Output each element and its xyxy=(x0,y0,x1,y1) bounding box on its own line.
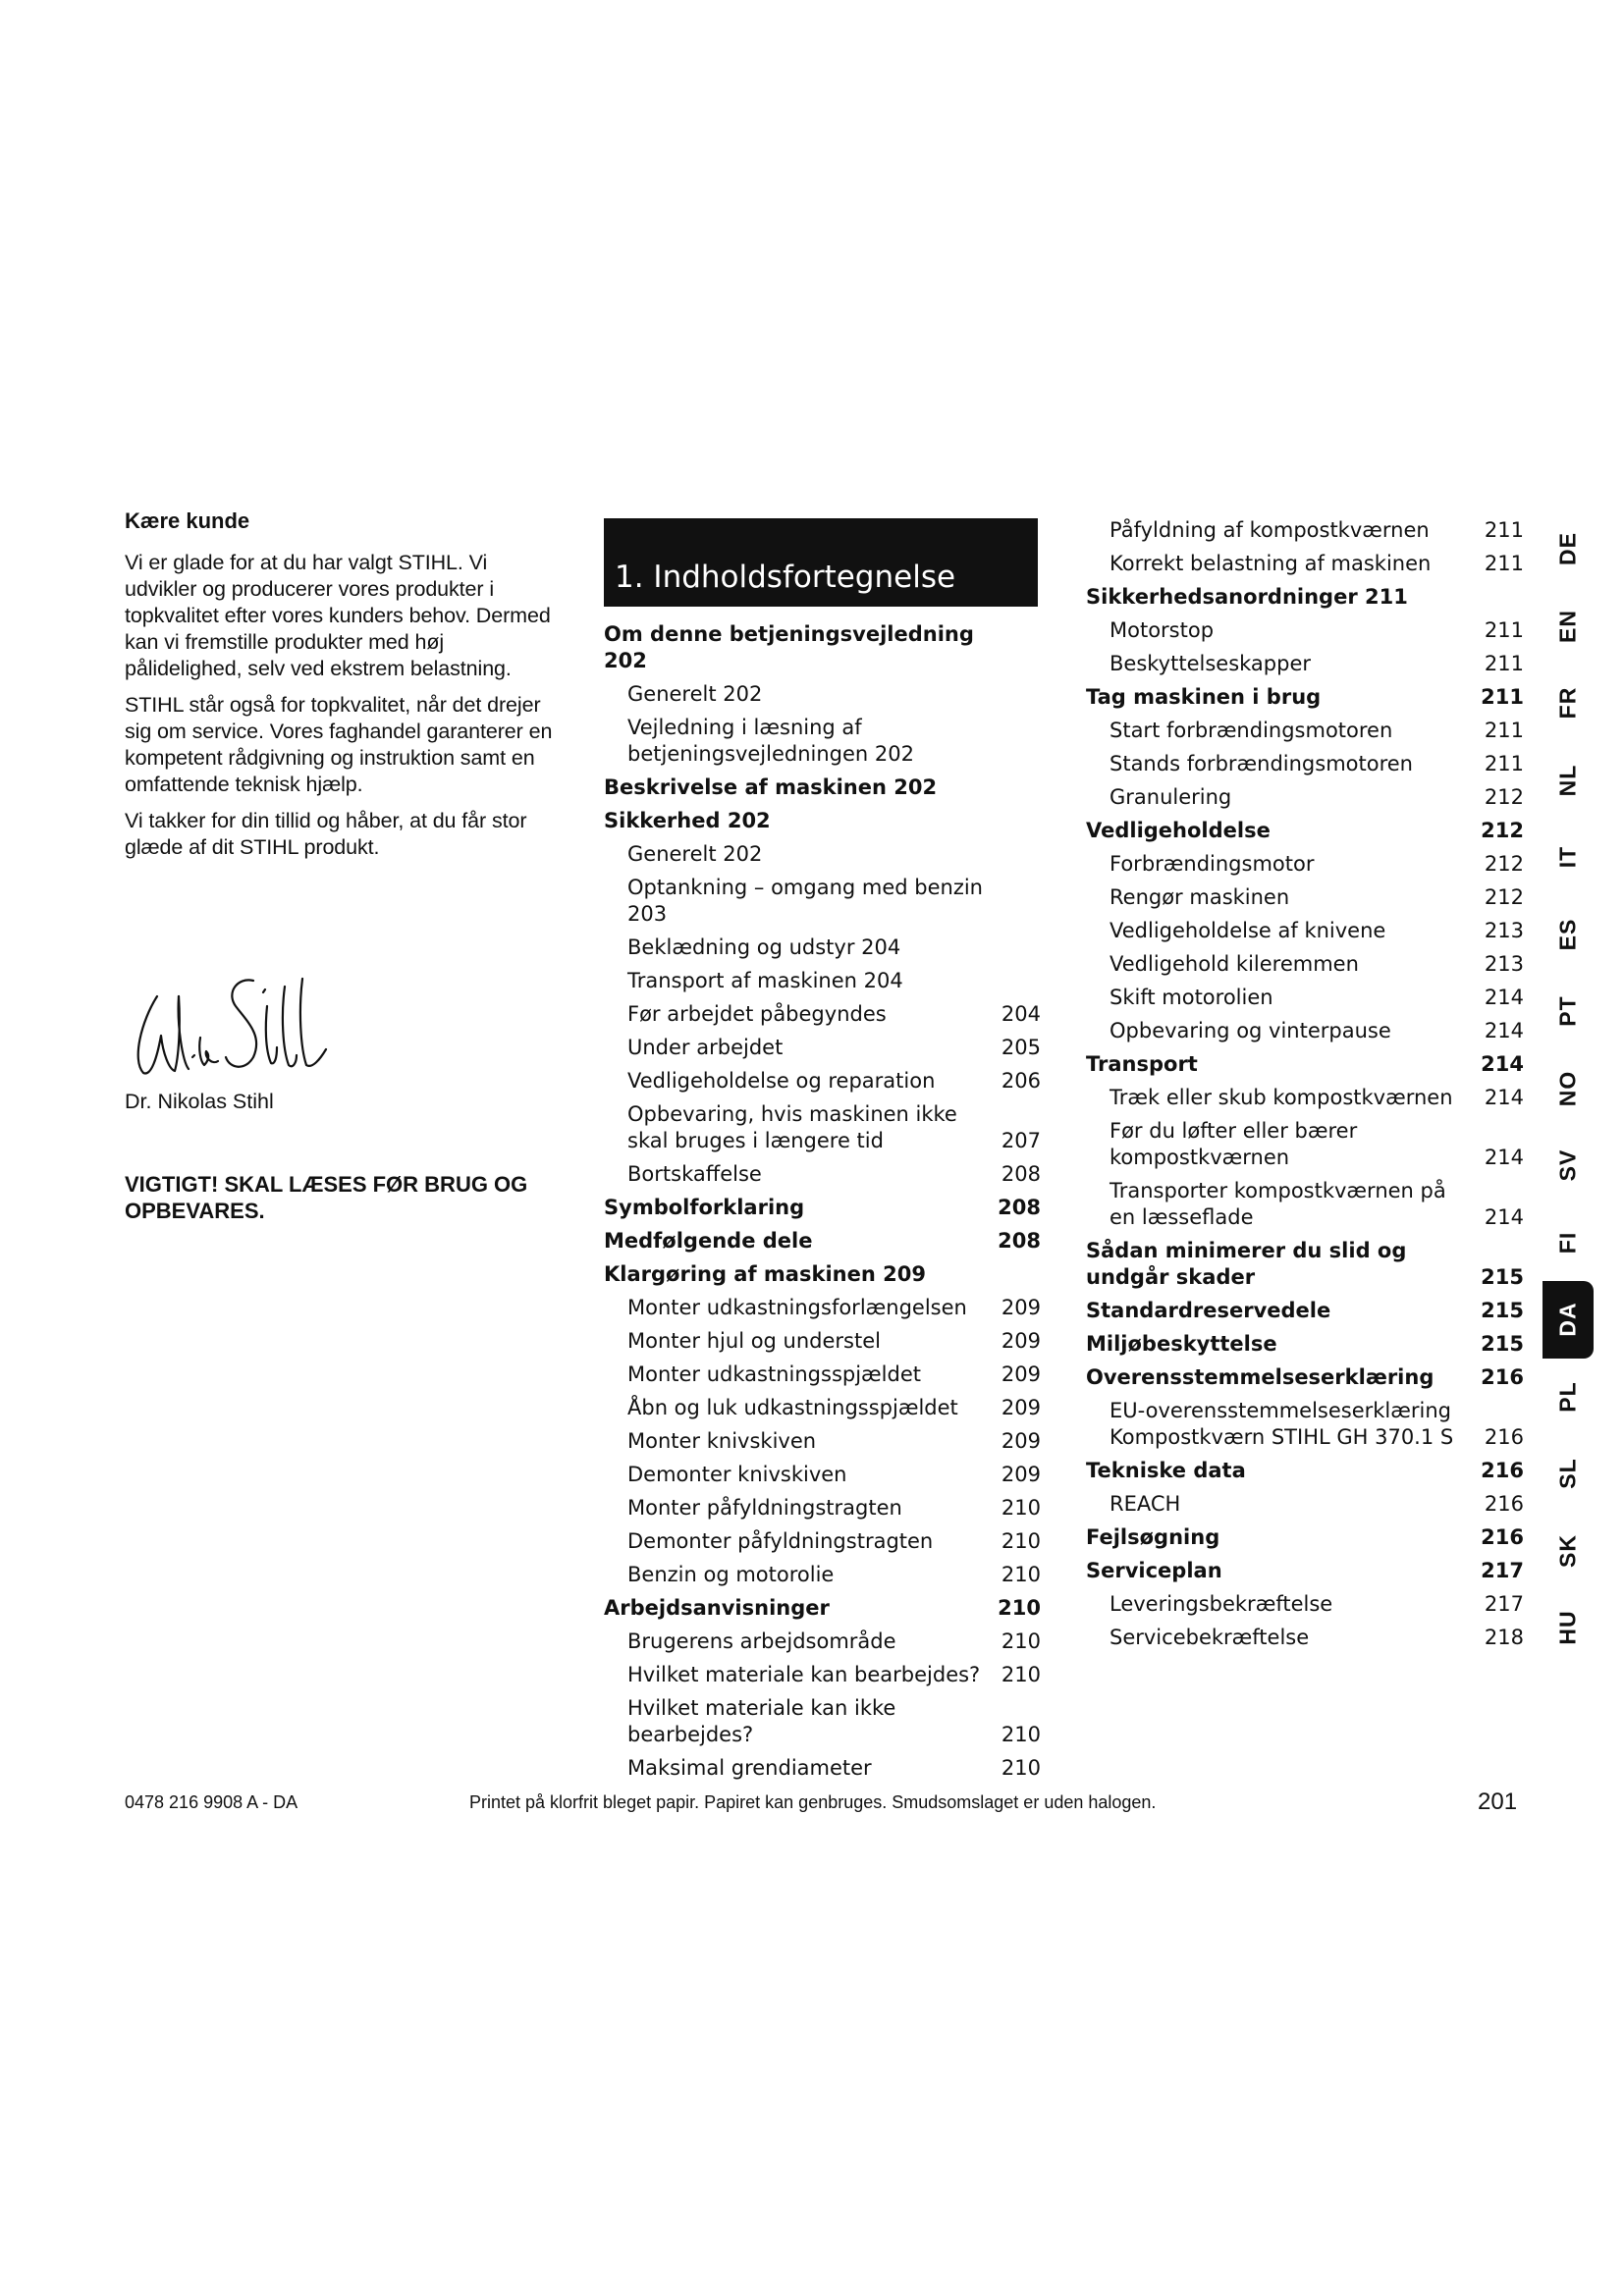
toc-entry-title: Demonter påfyldningstragten xyxy=(627,1529,934,1553)
language-tab-fi[interactable] xyxy=(1543,1204,1594,1282)
toc-entry-page: 210 xyxy=(1001,1563,1041,1586)
language-tab-label: SV xyxy=(1554,1148,1581,1182)
toc-entry-page: 209 xyxy=(1001,1329,1041,1353)
language-tabs xyxy=(1543,510,1594,1667)
toc-entry-page: 206 xyxy=(1001,1069,1041,1093)
toc-entry-title: Bortskaffelse xyxy=(627,1162,762,1186)
toc-entry[interactable] xyxy=(604,1755,1041,1782)
toc-entry-title: Fejlsøgning xyxy=(1086,1525,1220,1549)
toc-entry-title: Beskrivelse af maskinen 202 xyxy=(604,775,938,799)
toc-entry-title: Monter udkastningsspjældet xyxy=(627,1362,921,1386)
toc-entry-title: Tekniske data xyxy=(1086,1459,1246,1482)
toc-entry-page: 209 xyxy=(1001,1396,1041,1419)
toc-entry[interactable] xyxy=(604,1428,1041,1455)
language-tab-es[interactable] xyxy=(1543,896,1594,974)
toc-entry-title: Overensstemmelseserklæring xyxy=(1086,1365,1435,1389)
toc-entry-title: Vedligehold kileremmen xyxy=(1110,952,1359,976)
toc-entry[interactable] xyxy=(1086,651,1524,677)
toc-entry-title: Hvilket materiale kan ikke bearbejdes? xyxy=(627,1696,896,1746)
toc-entry[interactable] xyxy=(604,681,1041,708)
toc-entry-page: 210 xyxy=(998,1596,1041,1620)
toc-entry-title: Under arbejdet xyxy=(627,1036,784,1059)
toc-entry[interactable] xyxy=(604,1295,1041,1321)
toc-entry-page: 212 xyxy=(1484,885,1524,909)
toc-entry-page: 215 xyxy=(1481,1265,1524,1289)
toc-entry-title: Motorstop xyxy=(1110,618,1215,642)
toc-entry-title: Forbrændingsmotor xyxy=(1110,852,1315,876)
toc-entry-page: 210 xyxy=(1001,1496,1041,1520)
toc-entry-title: Generelt 202 xyxy=(627,842,763,866)
language-tab-sl[interactable] xyxy=(1543,1435,1594,1513)
toc-entry-page: 212 xyxy=(1484,785,1524,809)
toc-entry[interactable] xyxy=(1086,1118,1524,1171)
toc-entry-page: 216 xyxy=(1481,1365,1524,1389)
toc-entry-page: 212 xyxy=(1481,819,1524,842)
toc-entry-page: 214 xyxy=(1484,986,1524,1009)
toc-entry-title: Hvilket materiale kan bearbejdes? xyxy=(627,1663,981,1686)
toc-entry-title: Monter udkastningsforlængelsen xyxy=(627,1296,967,1319)
language-tab-label: SL xyxy=(1554,1458,1581,1489)
toc-entry-page: 211 xyxy=(1484,752,1524,775)
language-tab-pl[interactable] xyxy=(1543,1359,1594,1436)
language-tab-fr[interactable] xyxy=(1543,665,1594,742)
toc-entry[interactable] xyxy=(1086,551,1524,577)
toc-entry-title: Symbolforklaring xyxy=(604,1196,805,1219)
toc-entry-page: 211 xyxy=(1481,685,1524,709)
toc-entry-page: 209 xyxy=(1001,1429,1041,1453)
toc-entry-page: 211 xyxy=(1484,652,1524,675)
toc-entry[interactable] xyxy=(604,1528,1041,1555)
toc-entry[interactable] xyxy=(1086,1591,1524,1618)
toc-entry[interactable] xyxy=(604,621,1041,674)
toc-entry-title: Arbejdsanvisninger xyxy=(604,1596,830,1620)
toc-entry-page: 215 xyxy=(1481,1332,1524,1356)
toc-entry-title: EU-overensstemmelseserklæring Kompostkværn STIHL GH 370.1 S xyxy=(1110,1399,1454,1449)
toc-entry[interactable] xyxy=(1086,1051,1524,1078)
toc-entry-page: 204 xyxy=(1001,1002,1041,1026)
toc-entry[interactable] xyxy=(604,715,1041,768)
toc-entry-title: Transport af maskinen 204 xyxy=(627,969,903,992)
toc-entry[interactable] xyxy=(604,1001,1041,1028)
toc-entry-title: Stands forbrændingsmotoren xyxy=(1110,752,1413,775)
warning-text: VIGTIGT! SKAL LÆSES FØR BRUG OG OPBEVARES. xyxy=(125,1172,528,1223)
language-tab-label: FR xyxy=(1554,686,1581,720)
toc-entry[interactable] xyxy=(604,968,1041,994)
toc-entry[interactable] xyxy=(1086,517,1524,544)
toc-entry-page: 214 xyxy=(1484,1086,1524,1109)
toc-entry-page: 211 xyxy=(1484,552,1524,575)
toc-entry[interactable] xyxy=(604,1495,1041,1522)
toc-entry-title: REACH xyxy=(1110,1492,1181,1516)
toc-entry-title: Leveringsbekræftelse xyxy=(1110,1592,1333,1616)
toc-entry-title: Sådan minimerer du slid og undgår skader xyxy=(1086,1239,1407,1289)
toc-entry[interactable] xyxy=(604,1462,1041,1488)
letter-paragraph: Vi er glade for at du har valgt STIHL. Vi udvikler og producerer vores produkter i topkvalitet efter vores kunders behov. Dermed kan vi fremstille produkter med høj pålidelighed, selv ved ekstrem belastning. xyxy=(125,551,551,680)
toc-entry[interactable] xyxy=(1086,584,1524,611)
letter xyxy=(125,508,557,871)
toc-entry[interactable] xyxy=(1086,1018,1524,1044)
letter-paragraph: Vi takker for din tillid og håber, at du får stor glæde af dit STIHL produkt. xyxy=(125,809,527,859)
toc-entry-title: Demonter knivskiven xyxy=(627,1463,847,1486)
toc-entry-page: 217 xyxy=(1481,1559,1524,1582)
toc-entry-title: Transporter kompostkværnen på en læsseflade xyxy=(1110,1179,1446,1229)
toc-entry[interactable] xyxy=(604,1035,1041,1061)
toc-entry-title: Maksimal grendiameter xyxy=(627,1756,872,1780)
language-tab-de[interactable] xyxy=(1543,510,1594,588)
toc-divider xyxy=(604,605,1038,607)
toc-entry-title: Åbn og luk udkastningsspjældet xyxy=(627,1396,958,1419)
toc-entry-page: 211 xyxy=(1484,518,1524,542)
toc-entry-title: Servicebekræftelse xyxy=(1110,1626,1310,1649)
toc-entry-title: Beklædning og udstyr 204 xyxy=(627,935,901,959)
toc-entry-title: Beskyttelseskapper xyxy=(1110,652,1312,675)
toc-entry-title: Påfyldning af kompostkværnen xyxy=(1110,518,1430,542)
toc-entry-page: 210 xyxy=(1001,1663,1041,1686)
toc-entry-title: Før arbejdet påbegyndes xyxy=(627,1002,887,1026)
toc-entry-page: 216 xyxy=(1481,1525,1524,1549)
toc-entry-title: Benzin og motorolie xyxy=(627,1563,835,1586)
toc-entry-title: Træk eller skub kompostkværnen xyxy=(1110,1086,1453,1109)
language-tab-en[interactable] xyxy=(1543,588,1594,666)
toc-entry[interactable] xyxy=(604,1362,1041,1388)
toc-entry[interactable] xyxy=(604,774,1041,801)
toc-entry-title: Generelt 202 xyxy=(627,682,763,706)
toc-entry-page: 214 xyxy=(1481,1052,1524,1076)
toc-entry-title: Skift motorolien xyxy=(1110,986,1273,1009)
toc-entry[interactable] xyxy=(604,841,1041,868)
toc-column-1 xyxy=(604,621,1041,1789)
toc-entry-title: Opbevaring, hvis maskinen ikke skal bruges i længere tid xyxy=(627,1102,957,1152)
toc-entry-page: 208 xyxy=(998,1196,1041,1219)
toc-column-2 xyxy=(1086,517,1524,1658)
toc-entry[interactable] xyxy=(604,1629,1041,1655)
toc-entry-title: Korrekt belastning af maskinen xyxy=(1110,552,1432,575)
toc-entry-title: Monter hjul og understel xyxy=(627,1329,881,1353)
toc-entry[interactable] xyxy=(1086,951,1524,978)
toc-entry-page: 205 xyxy=(1001,1036,1041,1059)
language-tab-label: PL xyxy=(1554,1381,1581,1413)
signer-name: Dr. Nikolas Stihl xyxy=(125,1090,274,1113)
toc-entry-page: 209 xyxy=(1001,1362,1041,1386)
toc-entry-page: 216 xyxy=(1481,1459,1524,1482)
toc-entry[interactable] xyxy=(1086,1491,1524,1518)
language-tab-label: EN xyxy=(1554,609,1581,643)
toc-entry[interactable] xyxy=(604,1562,1041,1588)
toc-entry[interactable] xyxy=(1086,985,1524,1011)
language-tab-label: SK xyxy=(1554,1533,1581,1568)
toc-entry-page: 215 xyxy=(1481,1299,1524,1322)
toc-entry[interactable] xyxy=(1086,884,1524,911)
toc-entry-title: Om denne betjeningsvejledning 202 xyxy=(604,622,974,672)
toc-entry-page: 210 xyxy=(1001,1723,1041,1746)
toc-heading: 1. Indholdsfortegnelse xyxy=(615,560,956,595)
language-tab-label: NL xyxy=(1554,764,1581,797)
toc-entry-title: Før du løfter eller bærer kompostkværnen xyxy=(1110,1119,1358,1169)
toc-entry[interactable] xyxy=(604,1068,1041,1095)
toc-entry-title: Miljøbeskyttelse xyxy=(1086,1332,1277,1356)
toc-entry-title: Sikkerhedsanordninger 211 xyxy=(1086,585,1408,609)
toc-entry-page: 211 xyxy=(1484,618,1524,642)
toc-entry-page: 213 xyxy=(1484,919,1524,942)
language-tab-label: HU xyxy=(1554,1610,1581,1645)
toc-entry-page: 208 xyxy=(1001,1162,1041,1186)
language-tab-label: NO xyxy=(1554,1070,1581,1106)
page-number: 201 xyxy=(1478,1789,1518,1815)
language-tab-label: DE xyxy=(1554,532,1581,566)
toc-entry-title: Monter knivskiven xyxy=(627,1429,817,1453)
toc-entry-title: Serviceplan xyxy=(1086,1559,1222,1582)
toc-entry-title: Granulering xyxy=(1110,785,1232,809)
toc-entry-page: 217 xyxy=(1484,1592,1524,1616)
language-tab-da[interactable] xyxy=(1543,1281,1594,1359)
language-tab-pt[interactable] xyxy=(1543,973,1594,1050)
language-tab-sk[interactable] xyxy=(1543,1513,1594,1590)
toc-entry[interactable] xyxy=(1086,1178,1524,1231)
language-tab-nl[interactable] xyxy=(1543,742,1594,820)
language-tab-label: FI xyxy=(1554,1231,1581,1254)
toc-entry[interactable] xyxy=(1086,851,1524,878)
toc-entry-page: 218 xyxy=(1484,1626,1524,1649)
toc-entry[interactable] xyxy=(604,1662,1041,1688)
toc-entry[interactable] xyxy=(1086,1524,1524,1551)
toc-entry[interactable] xyxy=(1086,684,1524,711)
toc-entry[interactable] xyxy=(1086,1331,1524,1358)
toc-entry[interactable] xyxy=(1086,1364,1524,1391)
toc-entry-page: 214 xyxy=(1484,1146,1524,1169)
toc-entry[interactable] xyxy=(604,1328,1041,1355)
toc-heading-box xyxy=(604,518,1038,605)
toc-entry[interactable] xyxy=(1086,718,1524,744)
toc-entry[interactable] xyxy=(1086,1398,1524,1451)
footer-note: Printet på klorfrit bleget papir. Papiret kan genbruges. Smudsomslaget er uden halogen. xyxy=(469,1792,1157,1812)
toc-entry[interactable] xyxy=(1086,1458,1524,1484)
toc-entry-title: Vejledning i læsning af betjeningsvejledningen 202 xyxy=(627,716,915,766)
toc-entry-page: 209 xyxy=(1001,1463,1041,1486)
toc-entry[interactable] xyxy=(1086,1558,1524,1584)
toc-entry[interactable] xyxy=(604,1228,1041,1255)
toc-entry-page: 212 xyxy=(1484,852,1524,876)
language-tab-hu[interactable] xyxy=(1543,1589,1594,1667)
toc-entry[interactable] xyxy=(604,1161,1041,1188)
toc-entry[interactable] xyxy=(1086,1085,1524,1111)
toc-entry[interactable] xyxy=(1086,1298,1524,1324)
toc-entry-title: Klargøring af maskinen 209 xyxy=(604,1262,926,1286)
toc-entry-page: 210 xyxy=(1001,1529,1041,1553)
toc-entry[interactable] xyxy=(604,1695,1041,1748)
toc-entry[interactable] xyxy=(604,1261,1041,1288)
toc-entry-page: 214 xyxy=(1484,1019,1524,1042)
toc-entry-title: Medfølgende dele xyxy=(604,1229,813,1253)
toc-entry[interactable] xyxy=(604,808,1041,834)
language-tab-label: DA xyxy=(1554,1302,1581,1337)
toc-entry[interactable] xyxy=(604,934,1041,961)
language-tab-no[interactable] xyxy=(1543,1050,1594,1128)
toc-entry[interactable] xyxy=(1086,818,1524,844)
toc-entry-title: Monter påfyldningstragten xyxy=(627,1496,902,1520)
toc-entry[interactable] xyxy=(604,875,1041,928)
toc-entry-page: 211 xyxy=(1484,719,1524,742)
letter-greeting: Kære kunde xyxy=(125,508,250,533)
doc-number: 0478 216 9908 A - DA xyxy=(125,1792,298,1812)
toc-entry-title: Start forbrændingsmotoren xyxy=(1110,719,1393,742)
toc-entry-title: Standardreservedele xyxy=(1086,1299,1331,1322)
signature-image xyxy=(120,967,336,1085)
toc-entry[interactable] xyxy=(604,1595,1041,1622)
toc-entry-title: Optankning – omgang med benzin 203 xyxy=(627,876,983,926)
toc-entry[interactable] xyxy=(1086,617,1524,644)
language-tab-label: PT xyxy=(1554,995,1581,1027)
toc-entry-title: Tag maskinen i brug xyxy=(1086,685,1322,709)
toc-entry-page: 209 xyxy=(1001,1296,1041,1319)
toc-entry[interactable] xyxy=(1086,751,1524,777)
toc-entry[interactable] xyxy=(1086,784,1524,811)
toc-entry[interactable] xyxy=(604,1195,1041,1221)
toc-entry-title: Vedligeholdelse og reparation xyxy=(627,1069,936,1093)
language-tab-sv[interactable] xyxy=(1543,1127,1594,1204)
toc-entry-title: Opbevaring og vinterpause xyxy=(1110,1019,1391,1042)
toc-entry[interactable] xyxy=(1086,918,1524,944)
toc-entry-title: Sikkerhed 202 xyxy=(604,809,771,832)
toc-entry[interactable] xyxy=(1086,1625,1524,1651)
language-tab-label: ES xyxy=(1554,918,1581,951)
toc-entry-page: 216 xyxy=(1484,1425,1524,1449)
language-tab-label: IT xyxy=(1554,846,1581,869)
letter-paragraph: STIHL står også for topkvalitet, når det drejer sig om service. Vores faghandel garanterer en kompetent rådgivning og instruktion samt en omfattende teknisk hjælp. xyxy=(125,693,553,796)
toc-entry-page: 210 xyxy=(1001,1629,1041,1653)
toc-entry-page: 207 xyxy=(1001,1129,1041,1152)
toc-entry-page: 214 xyxy=(1484,1205,1524,1229)
toc-entry-title: Brugerens arbejdsområde xyxy=(627,1629,896,1653)
toc-entry-title: Transport xyxy=(1086,1052,1198,1076)
toc-entry[interactable] xyxy=(604,1101,1041,1154)
toc-entry-page: 210 xyxy=(1001,1756,1041,1780)
toc-entry-title: Vedligeholdelse af knivene xyxy=(1110,919,1386,942)
toc-entry-page: 213 xyxy=(1484,952,1524,976)
toc-entry-title: Rengør maskinen xyxy=(1110,885,1290,909)
toc-entry-page: 216 xyxy=(1484,1492,1524,1516)
toc-entry-page: 208 xyxy=(998,1229,1041,1253)
toc-entry[interactable] xyxy=(1086,1238,1524,1291)
language-tab-it[interactable] xyxy=(1543,819,1594,896)
toc-entry[interactable] xyxy=(604,1395,1041,1421)
toc-entry-title: Vedligeholdelse xyxy=(1086,819,1271,842)
